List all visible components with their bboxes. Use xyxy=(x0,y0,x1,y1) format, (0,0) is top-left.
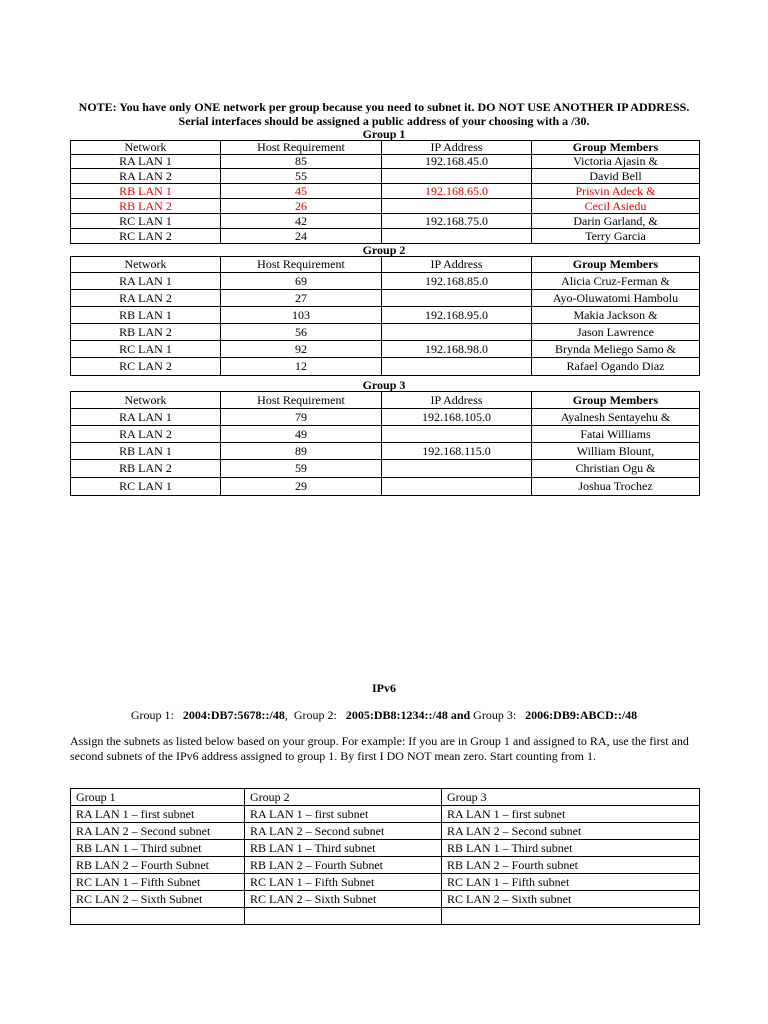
table-row xyxy=(71,169,700,184)
table-row xyxy=(71,409,700,426)
group-2-table xyxy=(70,256,700,376)
cell-hosts: 56 xyxy=(221,324,382,341)
g3-prefix-value: 2006:DB9:ABCD::/48 xyxy=(525,708,638,722)
cell-ip xyxy=(382,426,532,443)
ipv6-cell: RB LAN 1 – Third subnet xyxy=(245,840,442,857)
table-row xyxy=(71,443,700,460)
ipv6-cell: RC LAN 1 – Fifth Subnet xyxy=(245,874,442,891)
table-row xyxy=(71,273,700,290)
cell-hosts: 45 xyxy=(221,184,382,199)
ipv6-row xyxy=(71,823,700,840)
cell-hosts: 59 xyxy=(221,460,382,478)
cell-network: RB LAN 2 xyxy=(71,199,221,214)
ipv6-cell: RB LAN 2 – Fourth Subnet xyxy=(245,857,442,874)
cell-network: RC LAN 1 xyxy=(71,478,221,496)
ipv6-cell: RB LAN 2 – Fourth Subnet xyxy=(71,857,245,874)
cell-ip: 192.168.115.0 xyxy=(382,443,532,460)
group-2-title: Group 2 xyxy=(362,243,406,257)
cell-network: RC LAN 1 xyxy=(71,341,221,358)
cell-network: RB LAN 2 xyxy=(71,324,221,341)
ipv6-col-header: Group 1 xyxy=(71,789,245,806)
cell-ip: 192.168.95.0 xyxy=(382,307,532,324)
cell-members: William Blount, xyxy=(532,443,700,460)
table-row xyxy=(71,307,700,324)
table-row xyxy=(71,229,700,244)
cell-hosts: 92 xyxy=(221,341,382,358)
ipv6-cell: RA LAN 1 – first subnet xyxy=(71,806,245,823)
group-3-table xyxy=(70,391,700,496)
table-row xyxy=(71,184,700,199)
cell-ip xyxy=(382,358,532,376)
cell-ip xyxy=(382,460,532,478)
table-row xyxy=(71,358,700,376)
ipv6-cell: RC LAN 2 – Sixth Subnet xyxy=(71,891,245,908)
header-members: Group Members xyxy=(532,392,700,409)
cell-ip xyxy=(382,229,532,244)
cell-members: Rafael Ogando Diaz xyxy=(532,358,700,376)
cell-network: RB LAN 1 xyxy=(71,307,221,324)
ipv6-row xyxy=(71,806,700,823)
ipv6-col-header: Group 2 xyxy=(245,789,442,806)
cell-hosts: 103 xyxy=(221,307,382,324)
g2-prefix-value: 2005:DB8:1234::/48 and xyxy=(345,708,471,722)
cell-hosts: 85 xyxy=(221,155,382,169)
cell-members: Cecil Asiedu xyxy=(532,199,700,214)
cell-hosts: 26 xyxy=(221,199,382,214)
cell-ip: 192.168.45.0 xyxy=(382,155,532,169)
cell-network: RA LAN 1 xyxy=(71,409,221,426)
table-row xyxy=(71,199,700,214)
cell-ip xyxy=(382,290,532,307)
ipv6-title: IPv6 xyxy=(372,681,396,695)
header-members: Group Members xyxy=(532,141,700,155)
cell-members: David Bell xyxy=(532,169,700,184)
ipv6-cell: RA LAN 2 – Second subnet xyxy=(442,823,700,840)
g3-prefix-label: Group 3: xyxy=(473,708,517,722)
cell-members: Alicia Cruz-Ferman & xyxy=(532,273,700,290)
cell-network: RB LAN 1 xyxy=(71,184,221,199)
cell-network: RC LAN 2 xyxy=(71,358,221,376)
ipv6-instructions xyxy=(70,734,710,764)
cell-members: Makia Jackson & xyxy=(532,307,700,324)
ipv6-cell: RC LAN 2 – Sixth Subnet xyxy=(245,891,442,908)
cell-ip xyxy=(382,169,532,184)
ipv6-row xyxy=(71,891,700,908)
ipv6-row xyxy=(71,840,700,857)
cell-hosts: 29 xyxy=(221,478,382,496)
cell-hosts: 42 xyxy=(221,214,382,229)
header-members: Group Members xyxy=(532,257,700,273)
ipv6-cell: RC LAN 1 – Fifth Subnet xyxy=(71,874,245,891)
cell-members: Ayalnesh Sentayehu & xyxy=(532,409,700,426)
note-line-1: NOTE: You have only ONE network per group because you need to subnet it. DO NOT USE ANOTHER IP ADDRESS. xyxy=(78,100,690,114)
cell-members: Christian Ogu & xyxy=(532,460,700,478)
cell-network: RA LAN 2 xyxy=(71,290,221,307)
table-header-row xyxy=(71,257,700,273)
cell-hosts: 12 xyxy=(221,358,382,376)
ipv6-subnet-table xyxy=(70,788,700,925)
g1-prefix-value: 2004:DB7:5678::/48 xyxy=(182,708,285,722)
cell-network: RA LAN 1 xyxy=(71,273,221,290)
table-row xyxy=(71,324,700,341)
cell-members: Victoria Ajasin & xyxy=(532,155,700,169)
table-row xyxy=(71,290,700,307)
cell-hosts: 24 xyxy=(221,229,382,244)
cell-network: RC LAN 1 xyxy=(71,214,221,229)
cell-members: Brynda Meliego Samo & xyxy=(532,341,700,358)
cell-hosts: 49 xyxy=(221,426,382,443)
header-ip: IP Address xyxy=(382,257,532,273)
group-1-table xyxy=(70,140,700,244)
ipv6-cell: RB LAN 2 – Fourth subnet xyxy=(442,857,700,874)
table-row xyxy=(71,426,700,443)
cell-ip xyxy=(382,324,532,341)
cell-network: RB LAN 1 xyxy=(71,443,221,460)
ipv6-cell: RC LAN 2 – Sixth subnet xyxy=(442,891,700,908)
cell-hosts: 27 xyxy=(221,290,382,307)
cell-network: RB LAN 2 xyxy=(71,460,221,478)
table-row xyxy=(71,460,700,478)
group-3-title: Group 3 xyxy=(362,378,406,392)
ipv6-cell: RA LAN 2 – Second subnet xyxy=(245,823,442,840)
ipv6-prefix-line: Group 1: 2004:DB7:5678::/48, Group 2: 2005:DB8:1234::/48 and Group 3: 2006:DB9:ABCD::/48 xyxy=(130,708,638,722)
ipv6-row xyxy=(71,857,700,874)
table-row xyxy=(71,214,700,229)
header-ip: IP Address xyxy=(382,392,532,409)
ipv6-col-header: Group 3 xyxy=(442,789,700,806)
ipv6-cell xyxy=(71,908,245,925)
note-line-2: Serial interfaces should be assigned a public address of your choosing with a /30. xyxy=(178,114,590,128)
g1-prefix-label: Group 1: xyxy=(130,708,174,722)
ipv6-row xyxy=(71,908,700,925)
ipv6-cell: RA LAN 1 – first subnet xyxy=(442,806,700,823)
cell-members: Prisvin Adeck & xyxy=(532,184,700,199)
ipv6-header-row xyxy=(71,789,700,806)
g2-prefix-label: Group 2: xyxy=(293,708,337,722)
cell-members: Ayo-Oluwatomi Hambolu xyxy=(532,290,700,307)
table-header-row xyxy=(71,141,700,155)
table-row xyxy=(71,155,700,169)
ipv6-cell: RB LAN 1 – Third subnet xyxy=(71,840,245,857)
header-hosts: Host Requirement xyxy=(221,257,382,273)
ipv6-cell: RA LAN 2 – Second subnet xyxy=(71,823,245,840)
cell-members: Fatai Williams xyxy=(532,426,700,443)
header-ip: IP Address xyxy=(382,141,532,155)
instructions-line-1: Assign the subnets as listed below based on your group. For example: If you are in Group 1 and assigned to RA, use the first and xyxy=(70,734,689,748)
cell-network: RC LAN 2 xyxy=(71,229,221,244)
cell-ip: 192.168.65.0 xyxy=(382,184,532,199)
cell-network: RA LAN 2 xyxy=(71,169,221,184)
ipv6-row xyxy=(71,874,700,891)
table-header-row xyxy=(71,392,700,409)
cell-hosts: 55 xyxy=(221,169,382,184)
header-hosts: Host Requirement xyxy=(221,141,382,155)
ipv6-cell xyxy=(245,908,442,925)
group-1-title: Group 1 xyxy=(362,127,406,141)
cell-ip: 192.168.105.0 xyxy=(382,409,532,426)
header-network: Network xyxy=(71,257,221,273)
cell-ip: 192.168.85.0 xyxy=(382,273,532,290)
instructions-line-2: second subnets of the IPv6 address assigned to group 1. By first I DO NOT mean zero. Start counting from 1. xyxy=(70,749,597,763)
cell-members: Jason Lawrence xyxy=(532,324,700,341)
cell-ip: 192.168.98.0 xyxy=(382,341,532,358)
cell-hosts: 89 xyxy=(221,443,382,460)
cell-network: RA LAN 2 xyxy=(71,426,221,443)
header-network: Network xyxy=(71,141,221,155)
ipv6-cell: RB LAN 1 – Third subnet xyxy=(442,840,700,857)
header-hosts: Host Requirement xyxy=(221,392,382,409)
table-row xyxy=(71,341,700,358)
ipv6-cell: RC LAN 1 – Fifth subnet xyxy=(442,874,700,891)
cell-ip: 192.168.75.0 xyxy=(382,214,532,229)
cell-ip xyxy=(382,478,532,496)
cell-ip xyxy=(382,199,532,214)
table-row xyxy=(71,478,700,496)
ipv6-cell xyxy=(442,908,700,925)
header-network: Network xyxy=(71,392,221,409)
cell-members: Darin Garland, & xyxy=(532,214,700,229)
ipv6-cell: RA LAN 1 – first subnet xyxy=(245,806,442,823)
cell-hosts: 69 xyxy=(221,273,382,290)
cell-hosts: 79 xyxy=(221,409,382,426)
cell-members: Terry Garcia xyxy=(532,229,700,244)
cell-members: Joshua Trochez xyxy=(532,478,700,496)
cell-network: RA LAN 1 xyxy=(71,155,221,169)
